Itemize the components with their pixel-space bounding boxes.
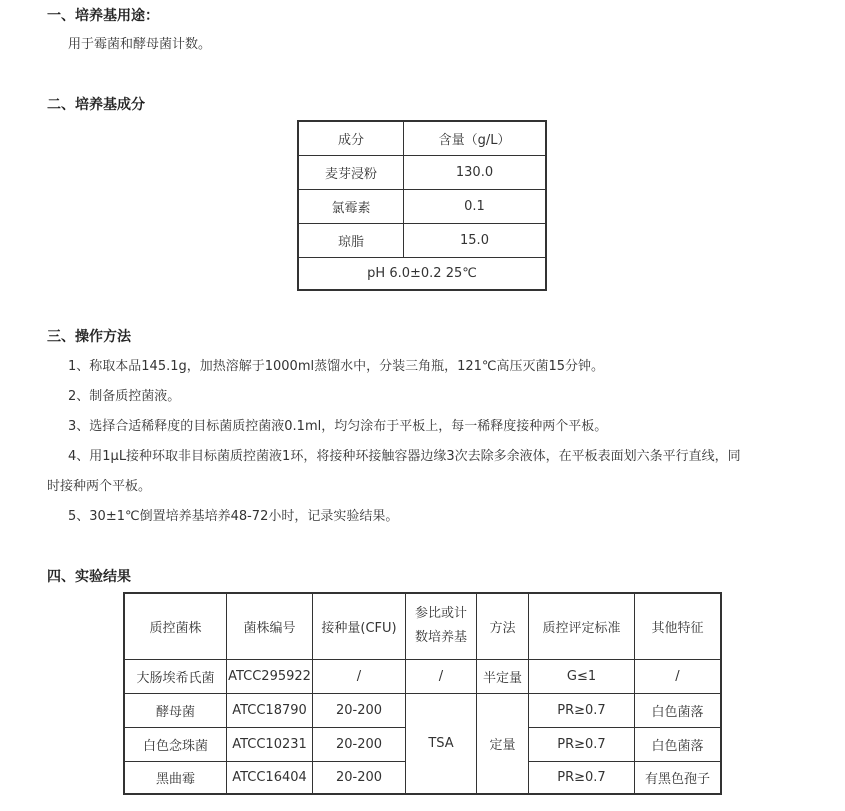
reference-medium: / — [406, 659, 477, 693]
other-features: / — [635, 659, 722, 693]
ingredient-amount: 0.1 — [404, 189, 547, 223]
section-title-results: 四、实验结果 — [47, 569, 131, 585]
composition-header-cell: 成分 — [298, 121, 404, 155]
criteria-cell: G≤1 — [529, 659, 635, 693]
strain-code: ATCC10231 — [227, 727, 313, 761]
strain-code: ATCC18790 — [227, 693, 313, 727]
strain-name: 白色念珠菌 — [124, 727, 227, 761]
inoculum-amount: / — [313, 659, 406, 693]
inoculum-amount: 20-200 — [313, 761, 406, 794]
method-step-2: 2、制备质控菌液。 — [68, 389, 181, 404]
results-header-cell: 质控评定标准 — [529, 593, 635, 659]
method-cell: 半定量 — [477, 659, 529, 693]
composition-footer: pH 6.0±0.2 25℃ — [298, 257, 546, 290]
results-header-cell — [406, 593, 477, 659]
results-header-cell: 接种量(CFU) — [313, 593, 406, 659]
method-step-1: 1、称取本品145.1g，加热溶解于1000ml蒸馏水中，分装三角瓶，121℃高压灭菌15分钟。 — [68, 359, 605, 374]
composition-table — [297, 120, 547, 291]
ingredient-amount: 130.0 — [404, 155, 547, 189]
strain-name: 酵母菌 — [124, 693, 227, 727]
inoculum-amount: 20-200 — [313, 727, 406, 761]
results-header-medium-line2: 数培养基 — [414, 630, 467, 646]
composition-header-cell: 含量（g/L） — [404, 121, 547, 155]
strain-code: ATCC295922 — [227, 659, 313, 693]
other-features: 有黑色孢子 — [635, 761, 722, 794]
ingredient-name: 麦芽浸粉 — [298, 155, 404, 189]
results-header-cell: 菌株编号 — [227, 593, 313, 659]
method-step-4: 4、用1μL接种环取非目标菌质控菌液1环，将接种环接触容器边缘3次去除多余液体，在平板表面划六条平行直线，同 — [68, 449, 741, 464]
ingredient-amount: 15.0 — [404, 223, 547, 257]
table-row — [298, 155, 546, 189]
section-title-purpose: 一、培养基用途： — [47, 8, 159, 24]
strain-name: 大肠埃希氏菌 — [124, 659, 227, 693]
criteria-cell: PR≥0.7 — [529, 761, 635, 794]
results-header-medium-line1: 参比或计 — [414, 606, 467, 622]
method-merged: 定量 — [477, 693, 529, 794]
purpose-text: 用于霉菌和酵母菌计数。 — [68, 37, 212, 52]
results-header-cell: 方法 — [477, 593, 529, 659]
ingredient-name: 琼脂 — [298, 223, 404, 257]
table-row — [124, 659, 721, 693]
results-header-row — [124, 593, 721, 659]
results-header-cell: 质控菌株 — [124, 593, 227, 659]
criteria-cell: PR≥0.7 — [529, 727, 635, 761]
strain-code: ATCC16404 — [227, 761, 313, 794]
method-step-4-continued: 时接种两个平板。 — [47, 479, 152, 494]
table-row — [298, 223, 546, 257]
other-features: 白色菌落 — [635, 727, 722, 761]
method-step-5: 5、30±1℃倒置培养基培养48-72小时，记录实验结果。 — [68, 509, 399, 524]
criteria-cell: PR≥0.7 — [529, 693, 635, 727]
method-step-3: 3、选择合适稀释度的目标菌质控菌液0.1ml，均匀涂布于平板上，每一稀释度接种两个平板。 — [68, 419, 608, 434]
reference-medium-merged: TSA — [406, 693, 477, 794]
section-title-composition: 二、培养基成分 — [47, 97, 145, 113]
ingredient-name: 氯霉素 — [298, 189, 404, 223]
results-table — [123, 592, 722, 795]
section-title-method: 三、操作方法 — [47, 329, 131, 345]
inoculum-amount: 20-200 — [313, 693, 406, 727]
results-header-cell: 其他特征 — [635, 593, 722, 659]
table-row — [298, 189, 546, 223]
strain-name: 黑曲霉 — [124, 761, 227, 794]
other-features: 白色菌落 — [635, 693, 722, 727]
table-row — [124, 693, 721, 727]
